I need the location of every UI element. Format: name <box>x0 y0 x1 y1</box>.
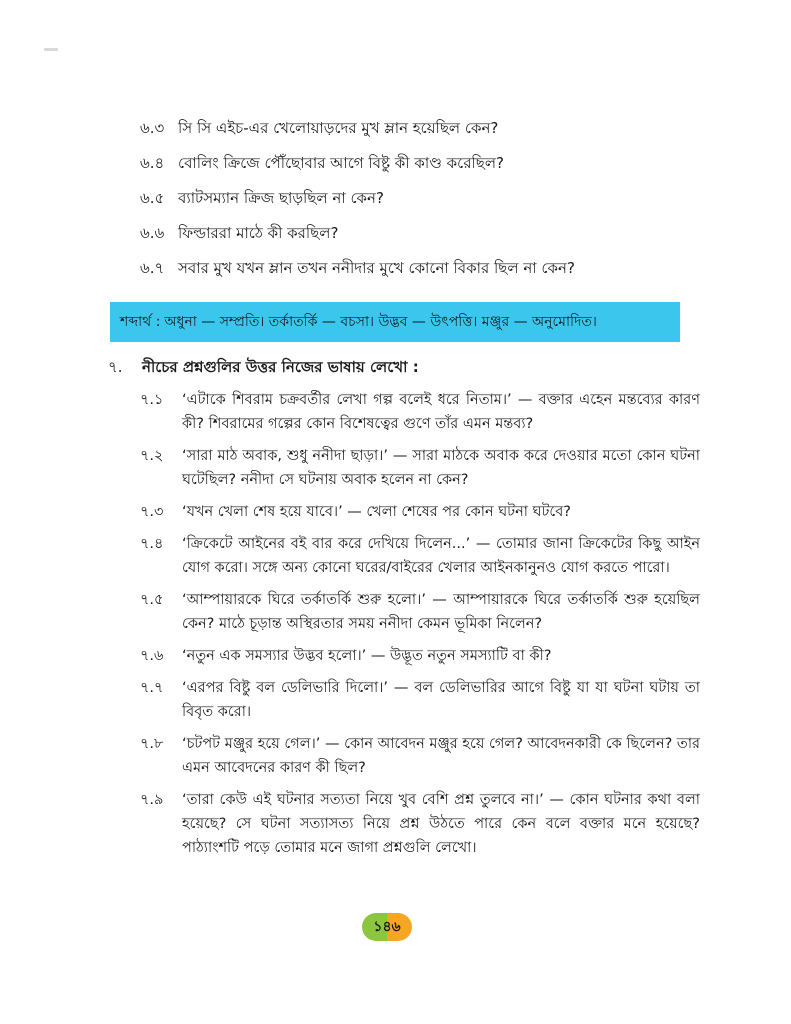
question-text: সি সি এইচ-এর খেলোয়াড়দের মুখ ম্লান হয়েছিল কেন? <box>178 119 499 137</box>
section-heading-text: নীচের প্রশ্নগুলির উত্তর নিজের ভাষায় লেখো : <box>142 358 419 376</box>
corner-mark <box>44 48 58 51</box>
question-text: ফিল্ডাররা মাঠে কী করছিল? <box>178 224 339 242</box>
section-number: ৭. <box>108 358 123 376</box>
question-7-9 <box>140 788 700 860</box>
question-number: ৭.৮ <box>140 736 164 752</box>
page-number-badge <box>362 913 412 941</box>
question-7-4 <box>140 532 700 580</box>
question-6-6 <box>140 223 700 243</box>
question-number: ৭.৬ <box>140 648 164 664</box>
question-7-6 <box>140 644 700 668</box>
question-6-7 <box>140 258 700 278</box>
question-text: ‘নতুন এক সমস্যার উদ্ভব হলো।’ — উদ্ভূত নতুন সমস্যাটি বা কী? <box>182 648 552 664</box>
question-7-1 <box>140 388 700 436</box>
question-text: সবার মুখ যখন ম্লান তখন ননীদার মুখে কোনো বিকার ছিল না কেন? <box>178 259 575 277</box>
glossary-box <box>110 302 680 342</box>
question-text: ‘এটাকে শিবরাম চক্রবর্তীর লেখা গল্প বলেই ধরে নিতাম।’ — বক্তার এহেন মন্তব্যের কারণ কী? শিবরামের গল্পের কোন বিশেষত্বের গুণে তাঁর এমন মন্তব্য? <box>182 392 700 432</box>
question-number: ৭.৩ <box>140 504 164 520</box>
question-text: ‘তারা কেউ এই ঘটনার সত্যতা নিয়ে খুব বেশি প্রশ্ন তুলবে না।’ — কোন ঘটনার কথা বলা হয়েছে? সে ঘটনা সত্যাসত্য নিয়ে প্রশ্ন উঠতে পারে কেন বলে বক্তার মনে হয়েছে? পাঠ্যাংশটি পড়ে তোমার মনে জাগা প্রশ্নগুলি লেখো। <box>182 792 700 856</box>
question-number: ৭.২ <box>140 448 164 464</box>
question-text: ‘সারা মাঠ অবাক, শুধু ননীদা ছাড়া।’ — সারা মাঠকে অবাক করে দেওয়ার মতো কোন ঘটনা ঘটেছিল? ননীদা সে ঘটনায় অবাক হলেন না কেন? <box>182 448 700 488</box>
question-number: ৬.৫ <box>140 189 165 207</box>
question-list-7 <box>140 388 700 868</box>
question-text: ‘যখন খেলা শেষ হয়ে যাবে।’ — খেলা শেষের পর কোন ঘটনা ঘটবে? <box>182 504 571 520</box>
glossary-label: শব্দার্থ : <box>120 314 161 330</box>
question-7-5 <box>140 588 700 636</box>
question-number: ৬.৭ <box>140 259 165 277</box>
question-number: ৭.৯ <box>140 792 164 808</box>
question-list-6 <box>140 118 700 293</box>
question-number: ৬.৩ <box>140 119 165 137</box>
question-number: ৭.৪ <box>140 536 164 552</box>
question-number: ৬.৪ <box>140 154 165 172</box>
question-7-7 <box>140 676 700 724</box>
question-text: ‘ক্রিকেটে আইনের বই বার করে দেখিয়ে দিলেন...’ — তোমার জানা ক্রিকেটের কিছু আইন যোগ করো। সঙ্গে অন্য কোনো ঘরের/বাইরের খেলার আইনকানুনও যোগ করতে পারো। <box>182 536 700 576</box>
glossary-text: অধুনা — সম্প্রতি। তর্কাতর্কি — বচসা। উদ্ভব — উৎপত্তি। মঞ্জুর — অনুমোদিত। <box>164 314 597 330</box>
question-text: ‘আম্পায়ারকে ঘিরে তর্কাতর্কি শুরু হলো।’ — আম্পায়ারকে ঘিরে তর্কাতর্কি শুরু হয়েছিল কেন? মাঠে চূড়ান্ত অস্থিরতার সময় ননীদা কেমন ভূমিকা নিলেন? <box>182 592 700 632</box>
question-6-5 <box>140 188 700 208</box>
question-text: ‘এরপর বিষ্টু বল ডেলিভারি দিলো।’ — বল ডেলিভারির আগে বিষ্টু যা যা ঘটনা ঘটায় তা বিবৃত করো। <box>182 680 700 720</box>
question-number: ৭.১ <box>140 392 164 408</box>
question-number: ৭.৭ <box>140 680 164 696</box>
question-number: ৭.৫ <box>140 592 164 608</box>
question-number: ৬.৬ <box>140 224 165 242</box>
question-6-3 <box>140 118 700 138</box>
section-7-heading <box>108 356 708 381</box>
question-text: বোলিং ক্রিজে পৌঁছোবার আগে বিষ্টু কী কাণ্ড করেছিল? <box>178 154 504 172</box>
page-number: ১৪৬ <box>373 919 401 935</box>
question-6-4 <box>140 153 700 173</box>
question-7-3 <box>140 500 700 524</box>
question-text: ‘চটপট মঞ্জুর হয়ে গেল।’ — কোন আবেদন মঞ্জুর হয়ে গেল? আবেদনকারী কে ছিলেন? তার এমন আবেদনের কারণ কী ছিল? <box>182 736 700 776</box>
question-7-2 <box>140 444 700 492</box>
question-7-8 <box>140 732 700 780</box>
question-text: ব্যাটসম্যান ক্রিজ ছাড়ছিল না কেন? <box>178 189 384 207</box>
